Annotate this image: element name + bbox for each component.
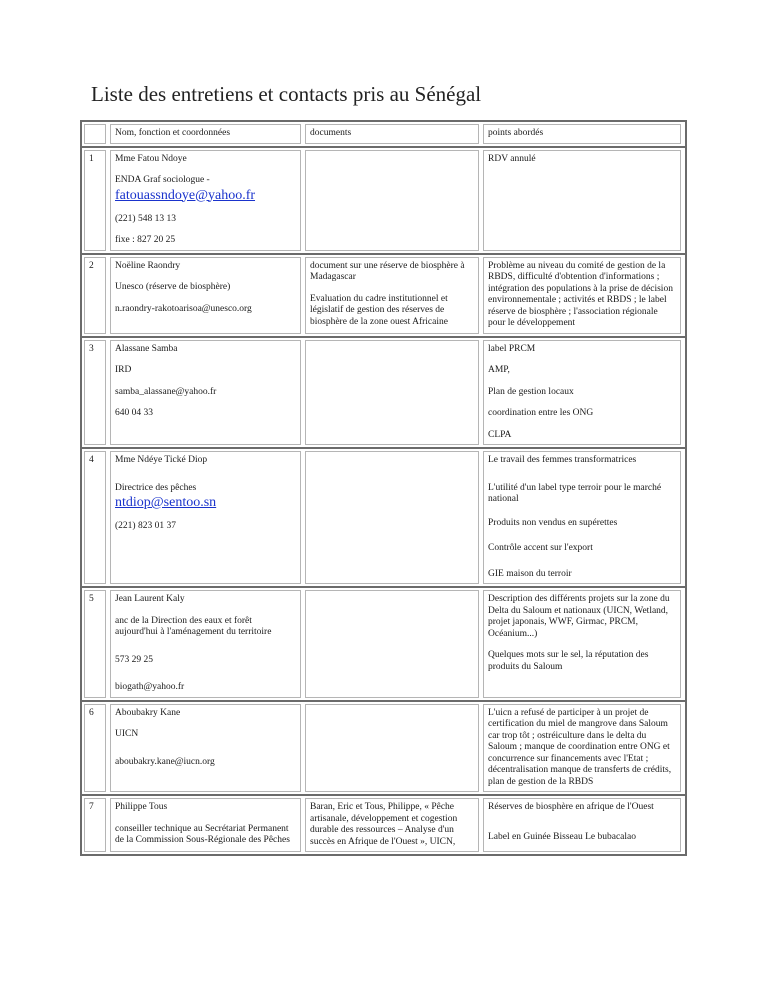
documents-cell	[305, 340, 479, 446]
document-item: Evaluation du cadre institutionnel et législatif de gestion des réserves de biosphère de la zone ouest Africaine	[310, 293, 448, 327]
point-item: coordination entre les ONG	[488, 408, 594, 418]
point-item: Plan de gestion locaux	[488, 386, 574, 397]
row-number: 6	[84, 704, 106, 793]
page-title: Liste des entretiens et contacts pris au Sénégal	[91, 82, 482, 106]
header-points: points abordés	[483, 124, 681, 144]
table-row	[80, 588, 687, 702]
row-number: 1	[84, 150, 106, 251]
point-item: Réserves de biosphère en afrique de l'Ouest	[488, 802, 654, 812]
point-item: L'utilité d'un label type terroir pour le marché national	[488, 482, 662, 504]
contact-email-link[interactable]: ntdiop@sentoo.sn	[115, 495, 217, 510]
table-row	[80, 338, 687, 450]
contact-cell	[110, 798, 301, 852]
points-cell	[483, 590, 681, 698]
table-row	[80, 148, 687, 255]
points-cell	[483, 798, 681, 852]
point-item: Description des différents projets sur la zone du Delta du Saloum et nationaux (UICN, Wetland, projet japonais, WWF, Girmac, PRCM, Océanium...)	[488, 594, 670, 639]
contact-email: samba_alassane@yahoo.fr	[115, 386, 217, 397]
contact-role: Unesco (réserve de biosphère)	[115, 282, 231, 292]
header-num	[84, 124, 106, 144]
document-item: Baran, Eric et Tous, Philippe, « Pêche artisanale, développement et cogestion durable des ressources – Analyse d'un succès en Afrique de l'Ouest », UICN,	[310, 802, 458, 847]
point-item: Quelques mots sur le sel, la réputation des produits du Saloum	[488, 650, 649, 672]
table-row	[80, 449, 687, 588]
contact-email: n.raondry-rakotoarisoa@unesco.org	[115, 303, 252, 314]
contact-role: ENDA Graf sociologue -	[115, 175, 210, 185]
documents-cell	[305, 451, 479, 584]
points-cell	[483, 257, 681, 334]
contact-cell	[110, 257, 301, 334]
contact-name: Philippe Tous	[115, 802, 168, 812]
contact-cell	[110, 150, 301, 251]
points-cell	[483, 704, 681, 793]
contact-role: conseiller technique au Secrétariat Permanent de la Commission Sous-Régionale des Pêches	[115, 823, 290, 845]
contact-name: Mme Fatou Ndoye	[115, 153, 187, 164]
header-name: Nom, fonction et coordonnées	[110, 124, 301, 144]
contact-cell	[110, 704, 301, 793]
documents-cell	[305, 257, 479, 334]
contact-email-link[interactable]: fatouassndoye@yahoo.fr	[115, 187, 256, 203]
documents-cell	[305, 590, 479, 698]
row-number: 5	[84, 590, 106, 698]
point-item: AMP,	[488, 365, 510, 375]
documents-cell	[305, 150, 479, 251]
contact-role: UICN	[115, 729, 139, 739]
point-item: Produits non vendus en supérettes	[488, 517, 618, 528]
table-header-row	[80, 120, 687, 148]
point-item: Problème au niveau du comité de gestion de la RBDS, difficulté d'obtention d'informations ; intégration des populations à la prise de décision environnementale ; activités et RBDS ; le label réserve de biosphère ; l'association régionale pour le développement	[488, 260, 673, 328]
documents-cell	[305, 798, 479, 852]
contact-email: biogath@yahoo.fr	[115, 682, 185, 692]
contact-cell	[110, 451, 301, 584]
contact-cell	[110, 590, 301, 698]
contact-phone: (221) 548 13 13	[115, 213, 176, 224]
contact-name: Mme Ndéye Tické Diop	[115, 455, 208, 465]
table-row	[80, 796, 687, 856]
row-number: 2	[84, 257, 106, 334]
point-item: CLPA	[488, 429, 512, 440]
points-cell	[483, 451, 681, 584]
row-number: 7	[84, 798, 106, 852]
contacts-table	[80, 120, 687, 856]
point-item: label PRCM	[488, 343, 536, 354]
contact-name: Noëline Raondry	[115, 260, 181, 271]
points-cell	[483, 340, 681, 446]
contact-role: Directrice des pêches	[115, 482, 197, 493]
points-cell	[483, 150, 681, 251]
point-item: Contrôle accent sur l'export	[488, 543, 593, 553]
contact-cell	[110, 340, 301, 446]
contact-phone: 573 29 25	[115, 654, 153, 665]
document-item: document sur une réserve de biosphère à Madagascar	[310, 260, 465, 282]
header-documents: documents	[305, 124, 479, 144]
contact-name: Aboubakry Kane	[115, 707, 181, 718]
contact-fixed-phone: fixe : 827 20 25	[115, 235, 176, 245]
contact-role: anc de la Direction des eaux et forêt aujourd'hui à l'aménagement du territoire	[115, 615, 272, 637]
contact-role: IRD	[115, 365, 132, 375]
point-item: Le travail des femmes transformatrices	[488, 455, 637, 465]
table-row	[80, 255, 687, 338]
documents-cell	[305, 704, 479, 793]
point-item: RDV annulé	[488, 153, 536, 164]
contact-name: Jean Laurent Kaly	[115, 594, 185, 604]
point-item: Label en Guinée Bisseau Le bubacalao	[488, 831, 636, 842]
point-item: L'uicn a refusé de participer à un projet de certification du miel de mangrove dans Saloum car trop tôt ; ostréiculture dans le delta du Saloum ; manque de coordination entre ONG et concurrence sur financements avec l'Etat ; décentralisation manque de transferts de crédits, plan de gestion de la RBDS	[488, 707, 672, 787]
contact-phone: 640 04 33	[115, 408, 153, 418]
row-number: 4	[84, 451, 106, 584]
contact-phone: (221) 823 01 37	[115, 521, 176, 531]
table-row	[80, 702, 687, 797]
point-item: GIE maison du terroir	[488, 568, 572, 579]
contact-name: Alassane Samba	[115, 343, 178, 354]
row-number: 3	[84, 340, 106, 446]
contact-email: aboubakry.kane@iucn.org	[115, 756, 215, 767]
